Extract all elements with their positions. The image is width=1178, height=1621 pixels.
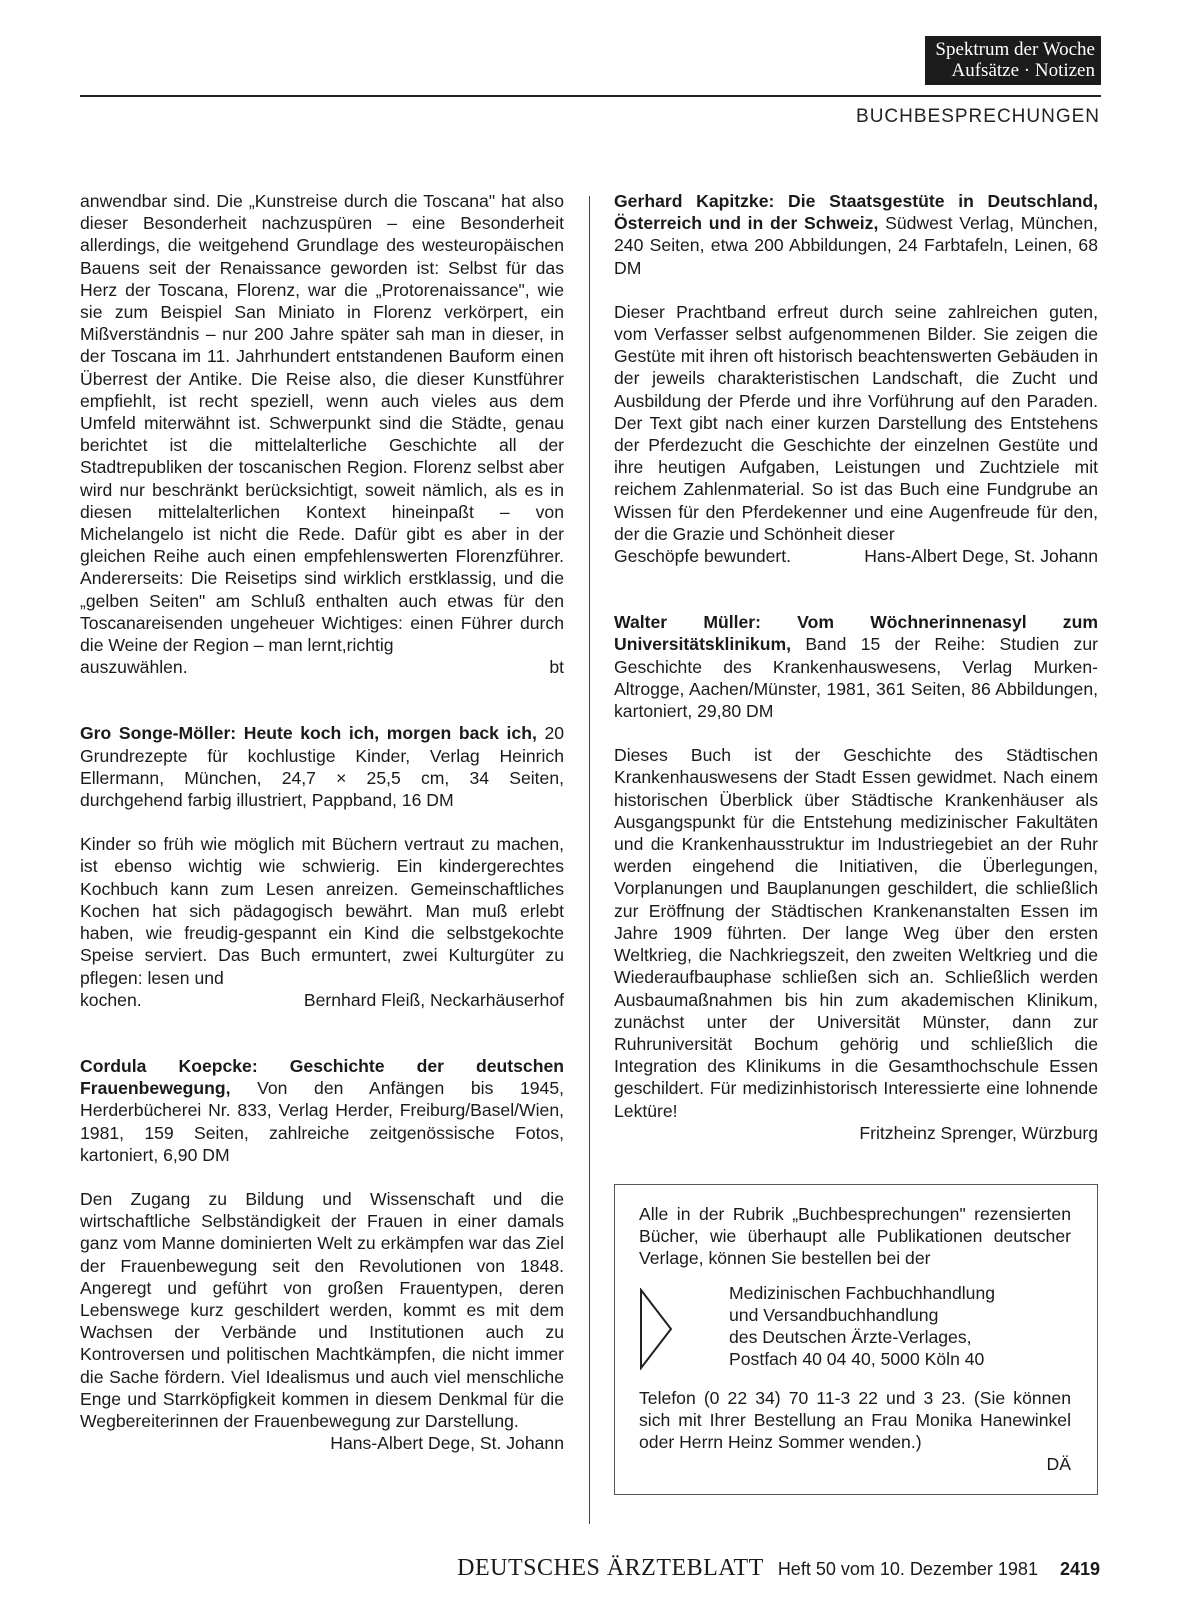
review-kapitzke-title: Gerhard Kapitzke: Die Staatsgestüte in Deutschland, Österreich und in der Schweiz,: [614, 191, 1098, 234]
order-info-box: [614, 1184, 1098, 1495]
review-songe-moller-text: Kinder so früh wie möglich mit Büchern vertraut zu machen, ist ebenso wichtig wie schwierig. Ein kindergerechtes Kochbuch kann zum Lesen anreizen. Gemeinschaftliches Kochen hat sich pädagogisch bewährt. Man muß erlebt haben, wie freudig-gespannt ein Kind die selbstgekochte Speise serviert. Das Buch ermuntert, zwei Kulturgüter zu pflegen: lesen und: [80, 834, 564, 988]
review-songe-moller-title: Gro Songe-Möller: Heute koch ich, morgen back ich,: [80, 723, 537, 744]
order-box-signature: DÄ: [1046, 1454, 1071, 1475]
review-songe-moller-end: [80, 989, 564, 1011]
review-muller-meta: Band 15 der Reihe: Studien zur Geschichte des Krankenhauswesens, Verlag Murken-Altrogge, Aachen/Münster, 1981, 361 Seiten, 86 Abbildungen, kartoniert, 29,80 DM: [614, 634, 1098, 722]
review-songe-moller-last-line: kochen.: [80, 989, 142, 1010]
order-address-block: [639, 1282, 1071, 1375]
review-koepcke-meta: Von den Anfängen bis 1945, Herderbücherei Nr. 833, Verlag Herder, Freiburg/Basel/Wien, 1981, 159 Seiten, zahlreiche zeitgenössische Fotos, kartoniert, 6,90 DM: [80, 1078, 564, 1165]
review-kapitzke-end: [614, 545, 1098, 567]
review-koepcke-heading: [80, 1055, 564, 1166]
review-songe-moller-signature: Bernhard Fleiß, Neckarhäuserhof: [303, 989, 564, 1010]
address-line: des Deutschen Ärzte-Verlages,: [729, 1326, 972, 1347]
review-kapitzke-meta: Südwest Verlag, München, 240 Seiten, etwa 200 Abbildungen, 24 Farbtafeln, Leinen, 68 DM: [614, 213, 1098, 278]
continued-review-text: anwendbar sind. Die „Kunstreise durch die Toscana" hat also dieser Besonderheit nachzuspüren – eine Besonderheit allerdings, die weitgehend Grundlage des westeuropäischen Bauens seit der Renaissance geworden ist: Selbst für das Herz der Toscana, Florenz, war die „Protorenaissance", wie sie zum Beispiel San Miniato in Florenz verkörpert, ein Mißverständnis – nur 200 Jahre später sah man in dieser, in der Toscana im 11. Jahrhundert entstandenen Bauform einen Überrest der Antike. Die Reise also, die dieser Kunstführer empfiehlt, ist recht speziell, wenn auch vieles aus dem Umfeld miterwähnt ist. Schwerpunkt sind die Städte, genau berichtet ist die mittelalterliche Geschichte all der Stadtrepubliken der toscanischen Region. Florenz selbst aber wird nur beschränkt berücksichtigt, soweit nämlich, als es in diesen mittelalterlichen Kontext hineinpaßt – von Michelangelo ist nicht die Rede. Dafür gibt es aber in der gleichen Reihe auch einen empfehlenswerten Florenzführer. Andererseits: Die Reisetips sind wirklich erstklassig, und die „gelben Seiten" am Schluß enthalten auch etwas für den Toscanareisenden ungeheuer Wichtiges: einen Führer durch die Weine der Region – man lernt,richtig: [80, 191, 564, 656]
review-kapitzke-heading: [614, 190, 1098, 279]
header-rule: [80, 95, 1101, 97]
review-koepcke-title: Cordula Koepcke: Geschichte der deutschen Frauenbewegung,: [80, 1055, 564, 1099]
order-info-intro: Alle in der Rubrik „Buchbesprechungen" rezensierten Bücher, wie überhaupt alle Publikationen deutscher Verlage, können Sie bestellen bei der: [639, 1203, 1071, 1269]
arrow-right-icon: [639, 1282, 729, 1375]
review-kapitzke-last-line: Geschöpfe bewundert.: [614, 546, 792, 567]
review-koepcke-text: Den Zugang zu Bildung und Wissenschaft und die wirtschaftliche Selbständigkeit der Frauen in einer damals ganz vom Manne dominierten Welt zu erkämpfen war das Ziel der Frauenbewegung seit den Revolutionen von 1848. Angeregt und geführt von großen Frauentypen, deren Lebenswege kurz geschildert werden, kommt es mit dem Wachsen der Verbände und Institutionen auch zu Kontroversen und politischen Machtkämpfen, die nicht immer die Sache fördern. Viel Idealismus und auch viel menschliche Enge und Starrköpfigkeit kommen in diesem Denkmal für die Wegbereiterinnen der Frauenbewegung zur Darstellung.: [80, 1188, 564, 1431]
review-kapitzke-signature: Hans-Albert Dege, St. Johann: [864, 546, 1098, 567]
order-phone-text: Telefon (0 22 34) 70 11-3 22 und 3 23. (Sie können sich mit Ihrer Bestellung an Frau Monika Hanewinkel oder Herrn Heinz Sommer wenden.): [639, 1387, 1071, 1453]
review-muller-signature: Fritzheinz Sprenger, Würzburg: [859, 1122, 1098, 1143]
address-line: und Versandbuchhandlung: [729, 1304, 939, 1325]
review-muller-title: Walter Müller: Vom Wöchnerinnenasyl zum Universitätsklinikum,: [614, 612, 1098, 655]
review-koepcke-signature: Hans-Albert Dege, St. Johann: [330, 1433, 564, 1454]
masthead-badge: [925, 36, 1101, 85]
section-title: BUCHBESPRECHUNGEN: [856, 106, 1100, 127]
left-column: [80, 190, 564, 1454]
issue-info: Heft 50 vom 10. Dezember 1981: [777, 1559, 1038, 1579]
page-footer: [384, 1555, 1100, 1582]
masthead-line-1: Spektrum der Woche: [935, 39, 1095, 60]
review-songe-moller-heading: [80, 722, 564, 811]
right-column: [614, 190, 1098, 1495]
page-number: 2419: [1059, 1559, 1100, 1579]
column-divider: [589, 196, 590, 1524]
order-address-lines: [729, 1282, 995, 1375]
journal-name: DEUTSCHES ÄRZTEBLATT: [457, 1555, 764, 1581]
masthead-line-2: Aufsätze · Notizen: [951, 60, 1095, 81]
review-songe-moller-meta: 20 Grundrezepte für kochlustige Kinder, Verlag Heinrich Ellermann, München, 24,7 × 25,5 cm, 34 Seiten, durchgehend farbig illustriert, Pappband, 16 DM: [80, 723, 565, 811]
continued-review-last-line: auszuwählen.: [80, 657, 188, 678]
review-muller-text: Dieses Buch ist der Geschichte des Städtischen Krankenhauswesens der Stadt Essen gewidmet. Nach einem historischen Überblick über Städtische Krankenhäuser als Ausgangspunkt für die Entstehung medizinischer Fakultäten und die Krankenhausstruktur im Industriegebiet an der Ruhr werden eingehend die Initiativen, die Überlegungen, Vorplanungen und Bauplanungen geschildert, die schließlich zur Eröffnung der Städtischen Krankenanstalten Essen im Jahre 1909 führten. Der lange Weg über den ersten Weltkrieg, die Nachkriegszeit, den zweiten Weltkrieg und die Wiederaufbauphase schließen sich an. Schließlich werden Ausbaumaßnahmen bis hin zum akademischen Klinikum, zunächst unter der Universität Münster, dann zur Ruhruniversität Bochum gehörig und schließlich die Integration des Klinikums in die Gesamthochschule Essen geschildert. Für medizinhistorisch Interessierte eine lohnende Lektüre!: [614, 745, 1098, 1121]
address-line: Postfach 40 04 40, 5000 Köln 40: [729, 1349, 985, 1370]
address-line: Medizinischen Fachbuchhandlung: [729, 1282, 996, 1303]
continued-review-signature: bt: [549, 657, 564, 678]
continued-review-end: [80, 656, 564, 678]
review-kapitzke-text: Dieser Prachtband erfreut durch seine zahlreichen guten, vom Verfasser selbst aufgenommenen Bilder. Sie zeigen die Gestüte mit ihren oft historisch beachtenswerten Gebäuden in der jeweils charakteristischen Landschaft, die Zucht und Ausbildung der Pferde und ihre Vorführung auf den Paraden. Der Text gibt nach einer kurzen Darstellung des Entstehens der Pferdezucht die Geschichte der einzelnen Gestüte und ihre heutigen Aufgaben, Leistungen und Zuchtziele mit reichem Zahlenmaterial. So ist das Buch eine Fundgrube an Wissen für den Pferdekenner und eine Augenfreude für den, der die Grazie und Schönheit dieser: [614, 301, 1098, 544]
review-muller-heading: [614, 611, 1098, 722]
